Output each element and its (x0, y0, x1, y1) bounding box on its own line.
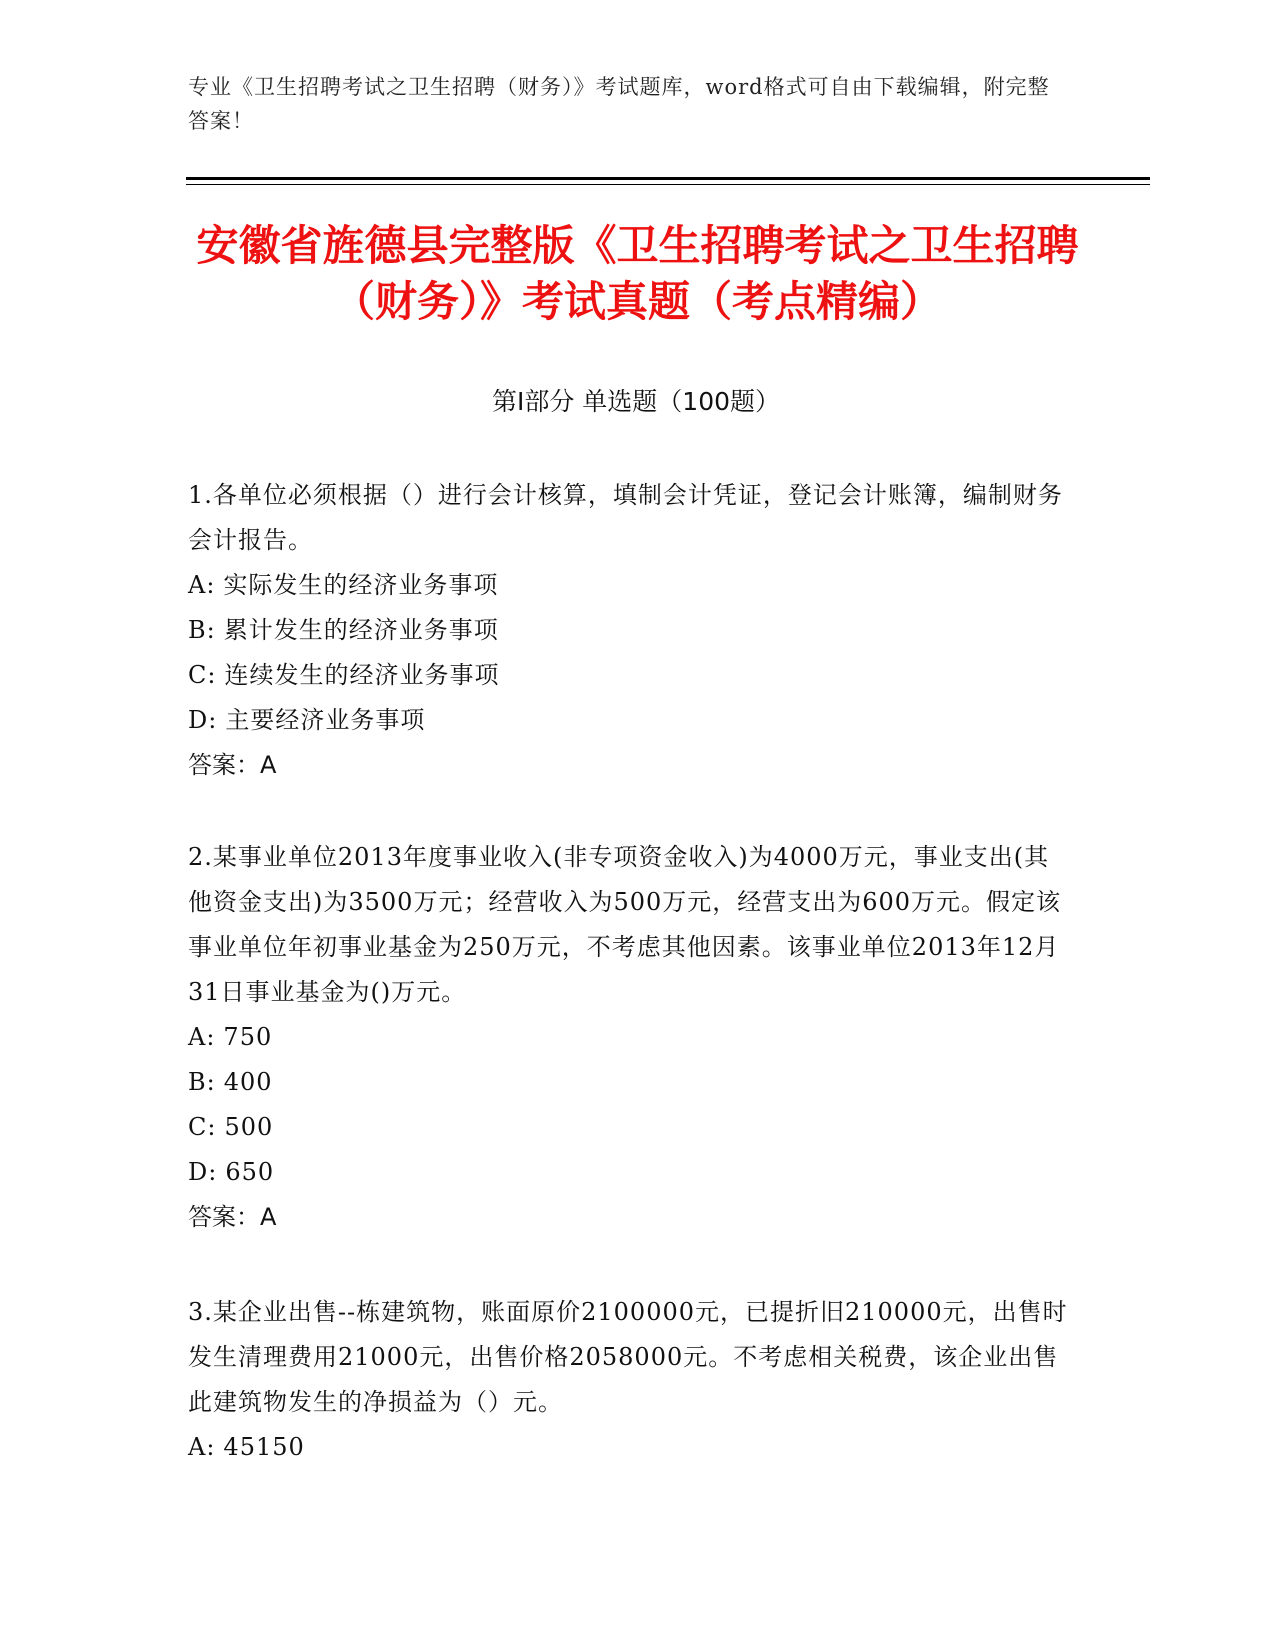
answer-line: 答案：A (188, 751, 277, 779)
question-stem: 1.各单位必须根据（）进行会计核算，填制会计凭证，登记会计账簿，编制财务会计报告。 (188, 481, 1063, 554)
option-b (188, 608, 1068, 653)
option-text: 实际发生的经济业务事项 (223, 571, 499, 599)
option-b (188, 1060, 1068, 1105)
question-3 (188, 1290, 1068, 1470)
question-2 (188, 835, 1068, 1240)
option-text: 45150 (223, 1433, 305, 1461)
option-text: 主要经济业务事项 (225, 706, 426, 734)
option-letter: A: (188, 571, 216, 599)
header-note: 专业《卫生招聘考试之卫生招聘（财务）》考试题库，word格式可自由下载编辑，附完整答案！ (188, 75, 1050, 133)
option-letter: C: (188, 661, 217, 689)
option-d (188, 1150, 1068, 1195)
option-d (188, 698, 1068, 743)
option-text: 累计发生的经济业务事项 (223, 616, 499, 644)
header-rule-thin (186, 184, 1150, 185)
option-letter: D: (188, 706, 218, 734)
option-text: 500 (224, 1113, 274, 1141)
option-letter: C: (188, 1113, 217, 1141)
option-c (188, 653, 1068, 698)
option-text: 400 (223, 1068, 273, 1096)
document-title: 安徽省旌德县完整版《卫生招聘考试之卫生招聘（财务）》考试真题（考点精编） (196, 221, 1079, 326)
answer-line: 答案：A (188, 1203, 277, 1231)
header-rule-thick (186, 177, 1150, 180)
question-stem: 2.某事业单位2013年度事业收入(非专项资金收入)为4000万元，事业支出(其他资金支出)为3500万元；经营收入为500万元，经营支出为600万元。假定该事业单位年初事业基金为250万元，不考虑其他因素。该事业单位2013年12月31日事业基金为()万元。 (188, 843, 1062, 1006)
section-title: 第Ⅰ部分 单选题（100题） (491, 387, 781, 416)
question-1 (188, 473, 1068, 788)
option-a (188, 1425, 1068, 1470)
option-text: 750 (223, 1023, 273, 1051)
option-letter: B: (188, 1068, 216, 1096)
option-text: 650 (225, 1158, 275, 1186)
option-c (188, 1105, 1068, 1150)
option-letter: B: (188, 616, 216, 644)
option-text: 连续发生的经济业务事项 (224, 661, 500, 689)
option-letter: D: (188, 1158, 218, 1186)
option-a (188, 563, 1068, 608)
option-a (188, 1015, 1068, 1060)
option-letter: A: (188, 1433, 216, 1461)
option-letter: A: (188, 1023, 216, 1051)
question-stem: 3.某企业出售--栋建筑物，账面原价2100000元，已提折旧210000元，出售时发生清理费用21000元，出售价格2058000元。不考虑相关税费，该企业出售此建筑物发生的净损益为（）元。 (188, 1298, 1068, 1416)
